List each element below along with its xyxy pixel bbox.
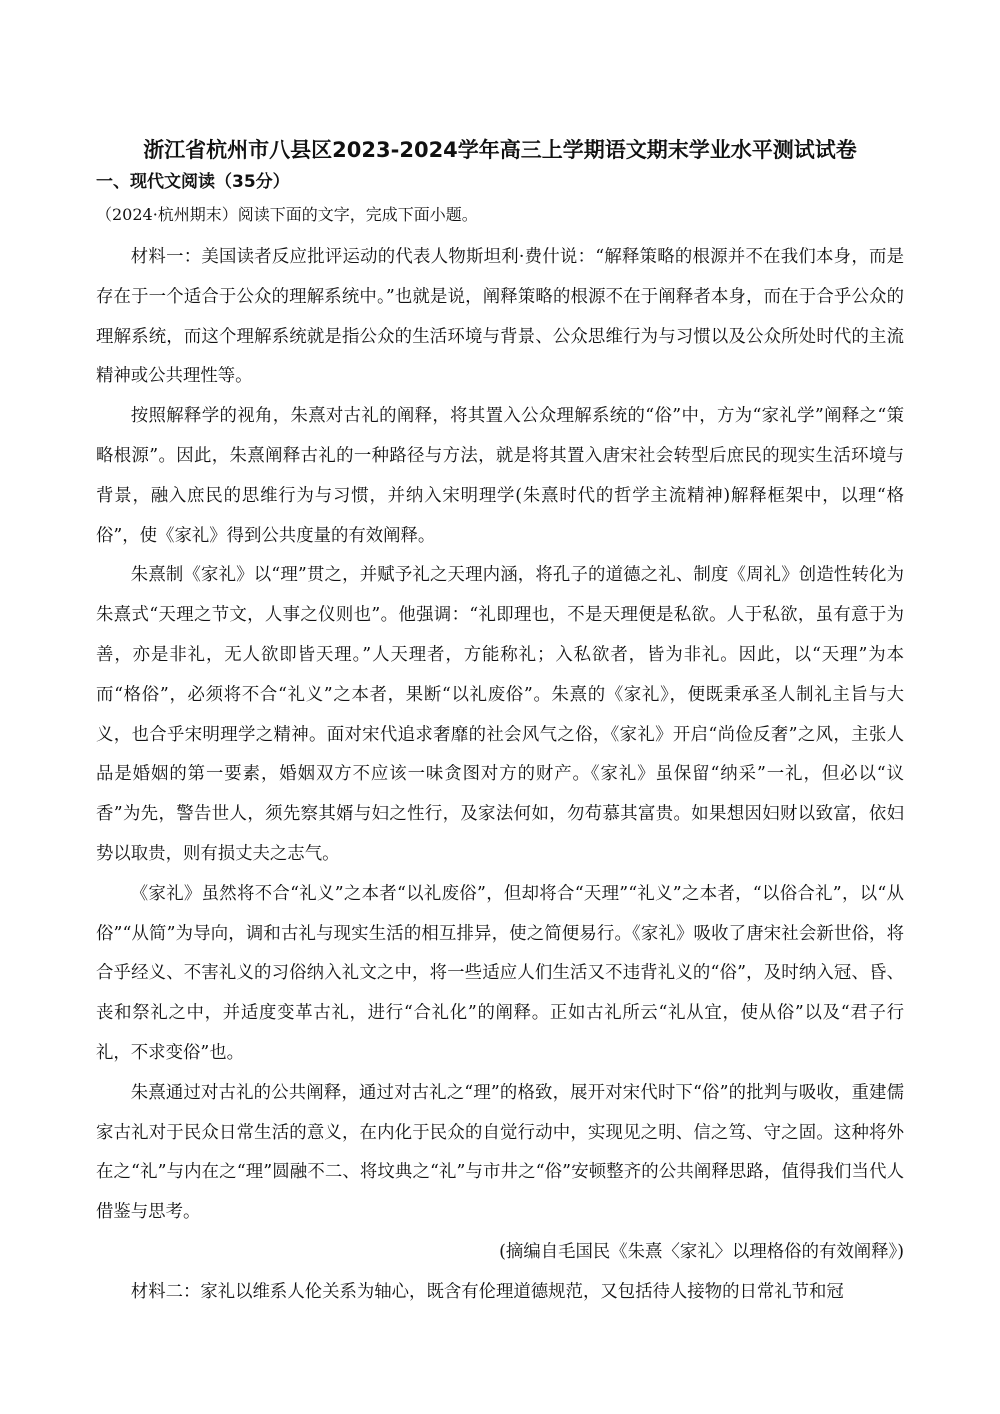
- reading-passage: [96, 238, 904, 1313]
- paragraph-material-two: 材料二：家礼以维系人伦关系为轴心，既含有伦理道德规范，又包括待人接物的日常礼节和冠: [130, 1281, 844, 1302]
- paragraph: 《家礼》虽然将不合“礼义”之本者“以礼废俗”，但却将合“天理”“礼义”之本者，“以俗合礼”，以“从俗”“从简”为导向，调和古礼与现实生活的相互排异，使之简便易行。《家礼》吸收了唐宋社会新世俗，将合乎经义、不害礼义的习俗纳入礼文之中，将一些适应人们生活又不违背礼义的“俗”，及时纳入冠、昏、丧和祭礼之中，并适度变革古礼，进行“合礼化”的阐释。正如古礼所云“礼从宜，使从俗”以及“君子行礼，不求变俗”也。: [96, 883, 904, 1063]
- paragraph: 按照解释学的视角，朱熹对古礼的阐释，将其置入公众理解系统的“俗”中，方为“家礼学”阐释之“策略根源”。因此，朱熹阐释古礼的一种路径与方法，就是将其置入唐宋社会转型后庶民的现实生活环境与背景，融入庶民的思维行为与习惯，并纳入宋明理学(朱熹时代的哲学主流精神)解释框架中，以理“格俗”，使《家礼》得到公共度量的有效阐释。: [96, 406, 904, 546]
- document-title: 浙江省杭州市八县区2023-2024学年高三上学期语文期末学业水平测试试卷: [143, 138, 857, 162]
- section-heading: 一、现代文阅读（35分）: [96, 172, 290, 192]
- source-citation: (摘编自毛国民《朱熹〈家礼〉以理格俗的有效阐释》): [499, 1241, 904, 1262]
- paragraph: 朱熹通过对古礼的公共阐释，通过对古礼之“理”的格致，展开对宋代时下“俗”的批判与吸收，重建儒家古礼对于民众日常生活的意义，在内化于民众的自觉行动中，实现见之明、信之笃、守之固。这种将外在之“礼”与内在之“理”圆融不二、将坟典之“礼”与市井之“俗”安顿整齐的公共阐释思路，值得我们当代人借鉴与思考。: [96, 1082, 904, 1223]
- paragraph: 朱熹制《家礼》以“理”贯之，并赋予礼之天理内涵，将孔子的道德之礼、制度《周礼》创造性转化为朱熹式“天理之节文，人事之仪则也”。他强调：“礼即理也，不是天理便是私欲。人于私欲，虽有意于为善，亦是非礼，无人欲即皆天理。”人天理者，方能称礼；入私欲者，皆为非礼。因此，以“天理”为本而“格俗”，必须将不合“礼义”之本者，果断“以礼废俗”。朱熹的《家礼》，便既秉承圣人制礼主旨与大义，也合乎宋明理学之精神。面对宋代追求奢靡的社会风气之俗，《家礼》开启“尚俭反奢”之风，主张人品是婚姻的第一要素，婚姻双方不应该一味贪图对方的财产。《家礼》虽保留“纳采”一礼，但必以“议香”为先，警告世人，须先察其婿与妇之性行，及家法何如，勿苟慕其富贵。如果想因妇财以致富，依妇势以取贵，则有损丈夫之志气。: [96, 565, 904, 864]
- paragraph-material-one: 材料一：美国读者反应批评运动的代表人物斯坦利·费什说：“解释策略的根源并不在我们本身，而是存在于一个适合于公众的理解系统中。”也就是说，阐释策略的根源不在于阐释者本身，而在于合乎公众的理解系统，而这个理解系统就是指公众的生活环境与背景、公众思维行为与习惯以及公众所处时代的主流精神或公共理性等。: [96, 247, 904, 387]
- intro-line: （2024·杭州期末）阅读下面的文字，完成下面小题。: [96, 205, 478, 224]
